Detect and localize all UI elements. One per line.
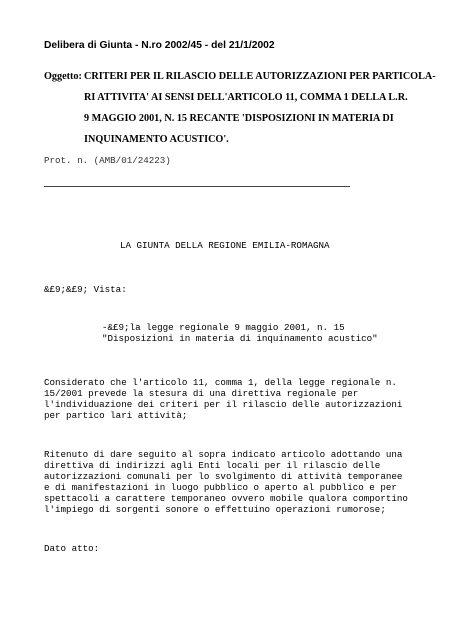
assembly-heading: LA GIUNTA DELLA REGIONE EMILIA-ROMAGNA xyxy=(120,240,330,251)
protocol-number: Prot. n. (AMB/01/24223) xyxy=(44,155,171,166)
subject-line: INQUINAMENTO ACUSTICO'. xyxy=(84,134,229,145)
considerato-line: per partico lari attività; xyxy=(44,410,188,421)
vista-label: &£9;&£9; Vista: xyxy=(44,284,127,295)
ritenuto-line: direttiva di indirizzi agli Enti locali per il rilascio delle xyxy=(44,460,381,471)
considerato-line: 15/2001 prevede la stesura di una direttiva regionale per xyxy=(44,388,359,399)
ritenuto-line: l'impiego di sorgenti sonore o effettuino operazioni rumorose; xyxy=(44,504,386,515)
subject-line: CRITERI PER IL RILASCIO DELLE AUTORIZZAZIONI PER PARTICOLA- xyxy=(84,71,436,82)
ritenuto-line: autorizzazioni comunali per lo svolgimento di attività temporanee xyxy=(44,471,403,482)
subject-line: 9 MAGGIO 2001, N. 15 RECANTE 'DISPOSIZIONI IN MATERIA DI xyxy=(84,113,394,124)
considerato-line: Considerato che l'articolo 11, comma 1, della legge regionale n. xyxy=(44,377,397,388)
ritenuto-line: Ritenuto di dare seguito al sopra indicato articolo adottando una xyxy=(44,449,403,460)
subject-label: Oggetto: xyxy=(44,71,82,82)
considerato-line: l'individuazione dei criteri per il rilascio delle autorizzazioni xyxy=(44,399,403,410)
subject-line: RI ATTIVITA' AI SENSI DELL'ARTICOLO 11, COMMA 1 DELLA L.R. xyxy=(84,92,408,103)
ritenuto-line: spettacoli a carattere temporaneo ovvero mobile qualora comportino xyxy=(44,493,408,504)
dato-atto-label: Dato atto: xyxy=(44,543,100,554)
divider-rule xyxy=(44,186,350,187)
ritenuto-line: e di manifestazioni in luogo pubblico o aperto al pubblico e per xyxy=(44,482,397,493)
law-reference-line: -&£9;la legge regionale 9 maggio 2001, n. 15 xyxy=(102,322,345,333)
law-reference-line: "Disposizioni in materia di inquinamento acustico" xyxy=(102,333,378,344)
document-header: Delibera di Giunta - N.ro 2002/45 - del 21/1/2002 xyxy=(44,40,275,51)
